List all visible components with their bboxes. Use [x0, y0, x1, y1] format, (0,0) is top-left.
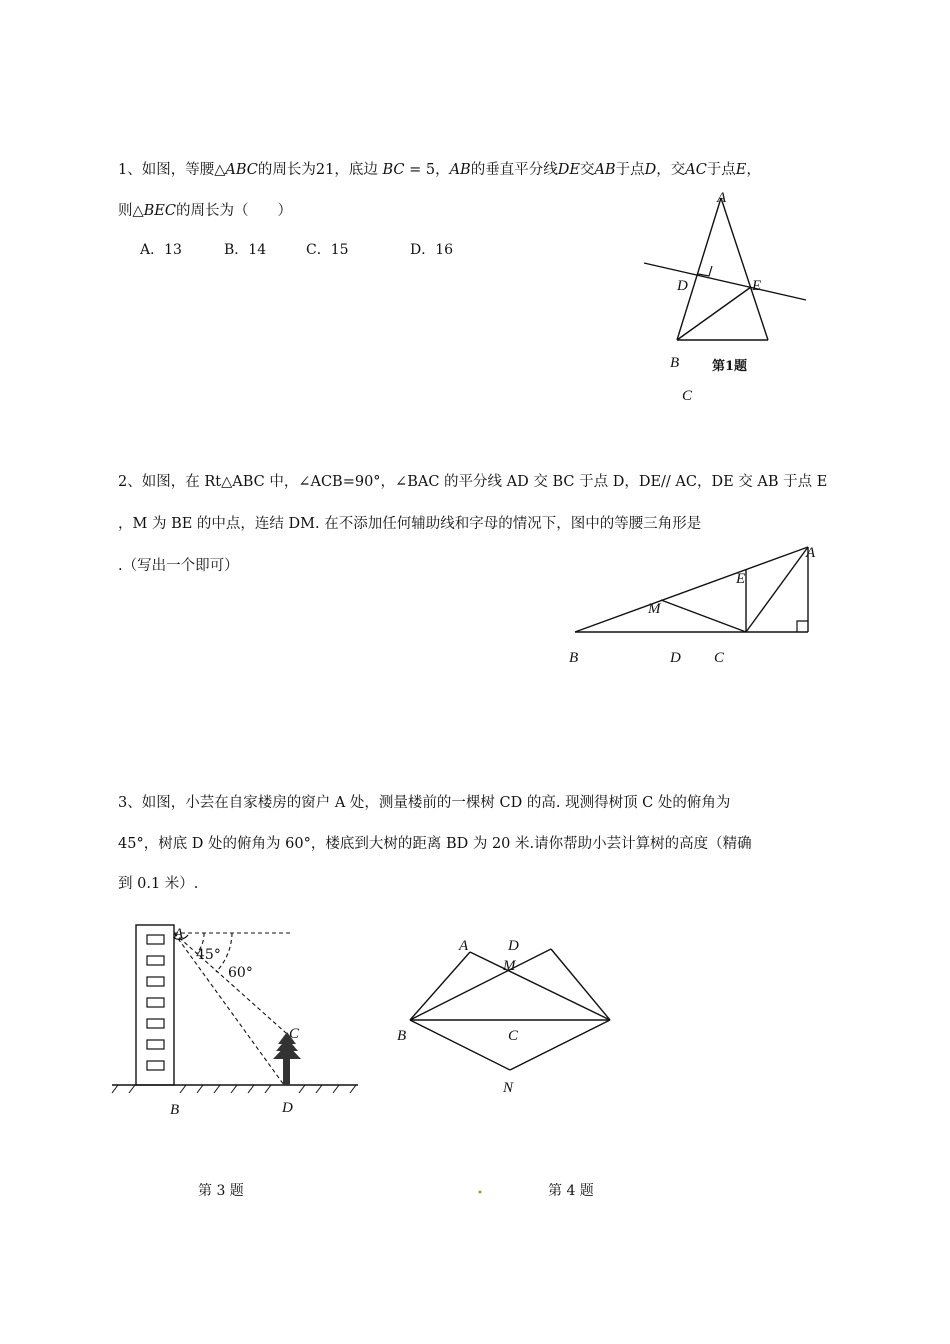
q2-text-line3: .（写出一个即可）: [118, 558, 239, 574]
stray-dot: [479, 1191, 482, 1194]
q1-var: AC: [685, 162, 707, 178]
figure-q1: [644, 198, 806, 340]
q1-label-a: A: [717, 190, 727, 206]
q3-line-ad: [174, 933, 284, 1085]
q3-window: [147, 1019, 164, 1028]
q1-var: AB: [449, 162, 471, 178]
q3-text-line1: 3、如图，小芸在自家楼房的窗户 A 处，测量楼前的一棵树 CD 的高. 现测得树顶 C 处的俯角为: [118, 795, 731, 811]
q3-window: [147, 998, 164, 1007]
q1-side-ab: [677, 198, 721, 340]
q1-var: DE: [557, 162, 580, 178]
q2-segment-dm: [661, 600, 746, 632]
q1-line-de: [644, 263, 806, 300]
q1-caption: 第1题: [712, 359, 748, 374]
q4-label-m: M: [503, 958, 516, 974]
q3-label-45: 45°: [196, 947, 221, 963]
q4-label-n: N: [503, 1080, 514, 1096]
q4-segment-ba: [410, 952, 470, 1020]
q1-option-c: C．15: [306, 242, 349, 258]
q3-windows: [147, 935, 164, 1070]
q1-text: 的垂直平分线: [470, 162, 558, 178]
q1-var: BEC: [143, 203, 176, 219]
q1-text: 于点: [706, 162, 736, 178]
q1-text: ，: [746, 162, 761, 178]
q2-label-c: C: [714, 650, 725, 666]
q1-label-c: C: [682, 388, 693, 404]
q3-label-d: D: [282, 1100, 293, 1116]
q3-text-line2: 45°，树底 D 处的俯角为 60°，楼底到大树的距离 BD 为 20 米.请你帮助小芸计算树的高度（精确: [118, 836, 752, 852]
q3-window: [147, 1040, 164, 1049]
q4-label-d: D: [508, 938, 519, 954]
q1-text: = 5，: [409, 162, 450, 178]
q2-text-line1: 2、如图，在 Rt△ABC 中，∠ACB=90°，∠BAC 的平分线 AD 交 BC 于点 D，DE// AC，DE 交 AB 于点 E: [118, 474, 828, 490]
q1-segment-be: [677, 287, 751, 340]
q2-side-ab: [575, 547, 808, 632]
q1-var: E: [735, 162, 747, 178]
q3-tree-trunk: [283, 1058, 290, 1085]
q3-window: [147, 977, 164, 986]
q4-caption: 第 4 题: [548, 1183, 594, 1199]
q3-tree-bottom: [273, 1044, 301, 1059]
q1-side-ac: [721, 198, 768, 340]
q3-ground-hatching: [112, 1085, 356, 1093]
q2-segment-ad: [746, 547, 808, 632]
q3-window: [147, 935, 164, 944]
q4-label-b: B: [397, 1028, 407, 1044]
q3-caption: 第 3 题: [198, 1183, 244, 1199]
q1-option-a: A．13: [140, 242, 182, 258]
q1-var: ABC: [225, 162, 258, 178]
q1-text: 于点: [615, 162, 645, 178]
q2-label-m: M: [648, 601, 661, 617]
q3-label-60: 60°: [228, 965, 253, 981]
q1-text: 的周长为（ ）: [176, 203, 292, 219]
q3-text-line3: 到 0.1 米）.: [118, 876, 199, 892]
q4-segment-b-top: [410, 949, 551, 1020]
q2-label-a: A: [806, 545, 816, 561]
q3-window: [147, 956, 164, 965]
q1-text: 则△: [118, 203, 144, 219]
q4-segment-top-right: [551, 949, 610, 1020]
q1-option-d: D．16: [410, 242, 454, 258]
q1-var: D: [644, 162, 657, 178]
q1-label-e: E: [752, 278, 762, 294]
q2-text-line2: ，M 为 BE 的中点，连结 DM. 在不添加任何辅助线和字母的情况下，图中的等腰三角形是: [118, 516, 702, 532]
q1-text: 1、如图，等腰△: [118, 162, 226, 178]
q1-text: 的周长为21，底边: [257, 162, 378, 178]
q4-segment-a-right: [470, 952, 610, 1020]
q3-window: [147, 1061, 164, 1070]
q4-label-a: A: [459, 938, 469, 954]
q1-option-b: B．14: [224, 242, 267, 258]
q1-label-b: B: [670, 355, 680, 371]
q4-segment-nc: [510, 1020, 610, 1070]
q1-text: ，交: [656, 162, 686, 178]
q1-text: 交: [579, 162, 595, 178]
q2-label-d: D: [670, 650, 681, 666]
q1-var: BC: [382, 162, 405, 178]
q2-label-b: B: [569, 650, 579, 666]
q3-sight-lines: [174, 933, 290, 1085]
q1-label-d: D: [677, 278, 688, 294]
q1-var: AB: [594, 162, 616, 178]
q3-label-c: C: [289, 1026, 300, 1042]
q4-segment-bn: [410, 1020, 510, 1070]
q4-label-c: C: [508, 1028, 519, 1044]
figure-q3: [112, 925, 358, 1093]
q2-label-e: E: [736, 571, 746, 587]
q3-label-b: B: [170, 1102, 180, 1118]
q2-right-angle-mark: [797, 621, 808, 632]
q3-label-a: A: [174, 926, 184, 942]
figure-q2: [575, 547, 808, 632]
